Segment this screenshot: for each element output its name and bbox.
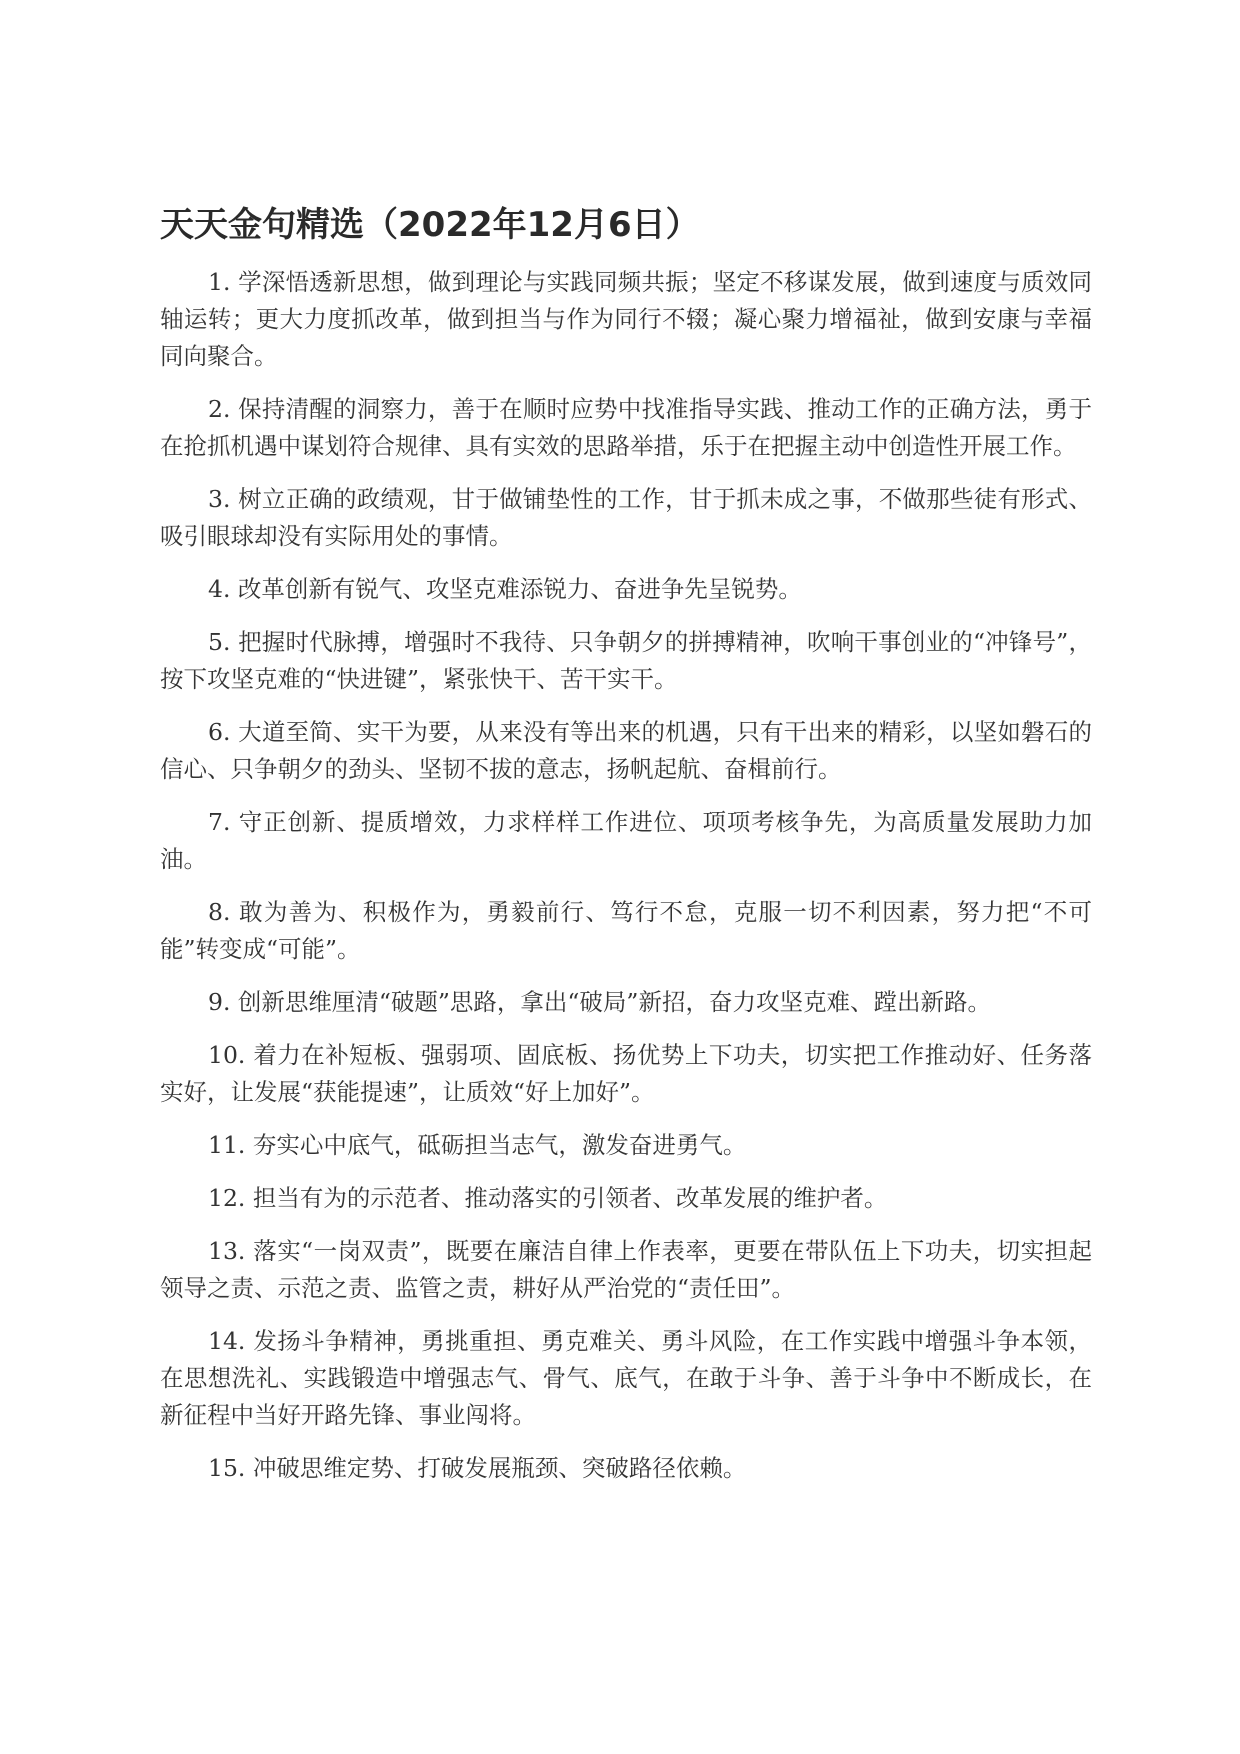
quote-paragraph-15: 15. 冲破思维定势、打破发展瓶颈、突破路径依赖。 [208,1454,747,1482]
quote-paragraph-12: 12. 担当有为的示范者、推动落实的引领者、改革发展的维护者。 [208,1184,888,1212]
document-page [160,200,1092,1503]
quote-paragraph-10: 10. 着力在补短板、强弱项、固底板、扬优势上下功夫，切实把工作推动好、任务落实好，让发展“获能提速”，让质效“好上加好”。 [160,1041,1092,1106]
quote-paragraph-5: 5. 把握时代脉搏，增强时不我待、只争朝夕的拼搏精神，吹响干事创业的“冲锋号”，按下攻坚克难的“快进键”，紧张快干、苦干实干。 [160,628,1092,693]
quote-paragraph-8: 8. 敢为善为、积极作为，勇毅前行、笃行不怠，克服一切不利因素，努力把“不可能”转变成“可能”。 [160,898,1092,963]
quote-paragraph-3: 3. 树立正确的政绩观，甘于做铺垫性的工作，甘于抓未成之事，不做那些徒有形式、吸引眼球却没有实际用处的事情。 [160,485,1092,550]
quote-paragraph-1: 1. 学深悟透新思想，做到理论与实践同频共振；坚定不移谋发展，做到速度与质效同轴运转；更大力度抓改革，做到担当与作为同行不辍；凝心聚力增福祉，做到安康与幸福同向聚合。 [160,268,1092,370]
quote-paragraph-13: 13. 落实“一岗双责”，既要在廉洁自律上作表率，更要在带队伍上下功夫，切实担起领导之责、示范之责、监管之责，耕好从严治党的“责任田”。 [160,1237,1092,1302]
quote-paragraph-6: 6. 大道至简、实干为要，从来没有等出来的机遇，只有干出来的精彩，以坚如磐石的信心、只争朝夕的劲头、坚韧不拔的意志，扬帆起航、奋楫前行。 [160,718,1092,783]
quote-paragraph-9: 9. 创新思维厘清“破题”思路，拿出“破局”新招，奋力攻坚克难、蹚出新路。 [208,988,991,1016]
quote-paragraph-4: 4. 改革创新有锐气、攻坚克难添锐力、奋进争先呈锐势。 [208,575,802,603]
document-title: 天天金句精选（2022年12月6日） [160,205,700,245]
quote-paragraph-14: 14. 发扬斗争精神，勇挑重担、勇克难关、勇斗风险，在工作实践中增强斗争本领，在思想洗礼、实践锻造中增强志气、骨气、底气，在敢于斗争、善于斗争中不断成长，在新征程中当好开路先锋、事业闯将。 [160,1327,1092,1429]
quote-paragraph-11: 11. 夯实心中底气，砥砺担当志气，激发奋进勇气。 [208,1131,747,1159]
quote-paragraph-2: 2. 保持清醒的洞察力，善于在顺时应势中找准指导实践、推动工作的正确方法，勇于在抢抓机遇中谋划符合规律、具有实效的思路举措，乐于在把握主动中创造性开展工作。 [160,395,1092,460]
quote-paragraph-7: 7. 守正创新、提质增效，力求样样工作进位、项项考核争先，为高质量发展助力加油。 [160,808,1092,873]
